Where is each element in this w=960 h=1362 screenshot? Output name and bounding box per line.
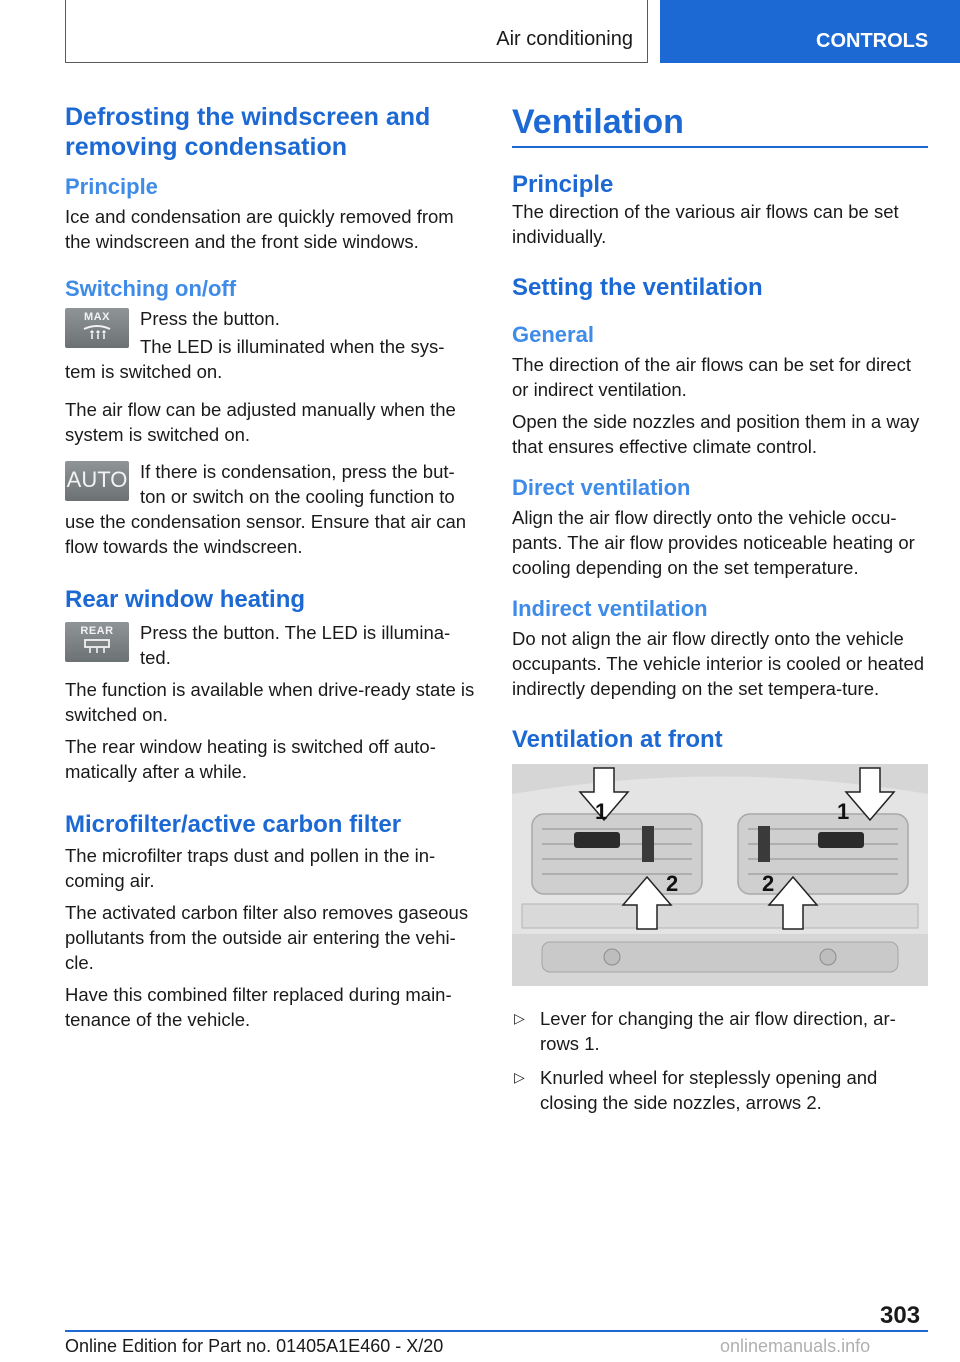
principle-text: Ice and condensation are quickly removed from the windscreen and the front side windows. <box>65 206 454 252</box>
auto-line-1: If there is condensation, press the but‐ <box>140 461 455 482</box>
figure-label-2-right: 2 <box>762 871 775 896</box>
defrost-icon <box>82 324 112 340</box>
rear-text-1: The function is available when drive-ready state is switched on. <box>65 679 475 725</box>
auto-button-row <box>65 459 480 509</box>
vent-principle-text: The direction of the various air flows can be set individually. <box>512 201 899 247</box>
general-heading: General <box>512 322 594 347</box>
general-text-2: Open the side nozzles and position them in a way that ensures effective climate control. <box>512 411 920 457</box>
direct-heading: Direct ventilation <box>512 475 691 500</box>
max-defrost-button-icon <box>65 308 129 348</box>
filter-text-1: The microfilter traps dust and pollen in the in‐coming air. <box>65 845 436 891</box>
auto-button-label: AUTO <box>66 467 128 492</box>
rear-button-label: REAR <box>80 625 114 637</box>
indirect-text: Do not align the air flow directly onto the vehicle occupants. The vehicle interior is cooled or heated indirectly depending on the set tempera‐ture. <box>512 628 925 699</box>
rear-text-2: The rear window heating is switched off auto‐matically after a while. <box>65 736 436 782</box>
figure-label-1-left: 1 <box>595 799 608 824</box>
figure-legend-list <box>512 1006 928 1115</box>
figure-label-2-left: 2 <box>666 871 679 896</box>
auto-line-2: ton or switch on the cooling function to <box>140 486 455 507</box>
filter-text-2: The activated carbon filter also removes gaseous pollutants from the outside air entering the vehi‐cle. <box>65 902 469 973</box>
airflow-text: The air flow can be adjusted manually when the system is switched on. <box>65 399 456 445</box>
filter-text-3: Have this combined filter replaced during main‐tenance of the vehicle. <box>65 984 452 1030</box>
rear-heading: Rear window heating <box>65 586 306 613</box>
footer-watermark: onlinemanuals.info <box>720 1336 871 1356</box>
rear-heating-icon <box>82 638 112 654</box>
dashboard-vents-illustration <box>512 764 928 986</box>
setting-heading: Setting the ventilation <box>512 274 763 301</box>
direct-text: Align the air flow directly onto the vehicle occu‐pants. The air flow provides noticeable heating or cooling depending on the set temperature. <box>512 507 915 578</box>
max-button-label: MAX <box>84 311 110 323</box>
max-line-1: Press the button. <box>140 308 280 329</box>
section-title: Air conditioning <box>496 28 633 50</box>
ventilation-heading-block <box>512 102 928 148</box>
header-box <box>65 0 648 63</box>
footer-edition: Online Edition for Part no. 01405A1E460 - X/20 <box>65 1336 444 1356</box>
auto-line-3: use the condensation sensor. Ensure that air can flow towards the windscreen. <box>65 511 467 557</box>
switching-heading: Switching on/off <box>65 276 237 301</box>
vent-figure <box>512 764 928 986</box>
rear-line-2: ted. <box>140 647 171 668</box>
ventilation-heading: Ventilation <box>512 103 684 141</box>
list-item: ▷ Knurled wheel for steplessly opening and closing the side nozzles, arrows 2. <box>514 1067 878 1113</box>
rear-defrost-button-icon <box>65 622 129 662</box>
max-button-row <box>65 306 480 359</box>
front-heading: Ventilation at front <box>512 726 723 753</box>
max-line-2: The LED is illuminated when the sys‐ <box>140 336 445 357</box>
indirect-heading: Indirect ventilation <box>512 596 708 621</box>
left-column <box>65 102 480 1039</box>
max-line-3: tem is switched on. <box>65 361 223 382</box>
legend-item-2: Knurled wheel for steplessly opening and closing the side nozzles, arrows 2. <box>540 1067 878 1113</box>
footer-rule <box>65 1330 928 1332</box>
auto-button-icon <box>65 461 129 501</box>
rear-button-row <box>65 620 480 670</box>
defrost-heading: Defrosting the windscreen and removing condensation <box>65 103 431 161</box>
right-column <box>512 102 928 1124</box>
rear-line-1: Press the button. The LED is illumina‐ <box>140 622 451 643</box>
principle-heading: Principle <box>65 174 158 199</box>
filter-heading: Microfilter/active carbon filter <box>65 811 402 838</box>
list-item: ▷ Lever for changing the air flow direction, ar‐rows 1. <box>514 1008 896 1054</box>
chapter-tab-label: CONTROLS <box>816 30 929 52</box>
chapter-tab[interactable] <box>660 0 960 63</box>
legend-item-1: Lever for changing the air flow direction, ar‐rows 1. <box>540 1008 896 1054</box>
general-text-1: The direction of the air flows can be set for direct or indirect ventilation. <box>512 354 911 400</box>
vent-principle-heading: Principle <box>512 171 614 198</box>
figure-label-1-right: 1 <box>837 799 850 824</box>
page-number: 303 <box>880 1302 921 1329</box>
